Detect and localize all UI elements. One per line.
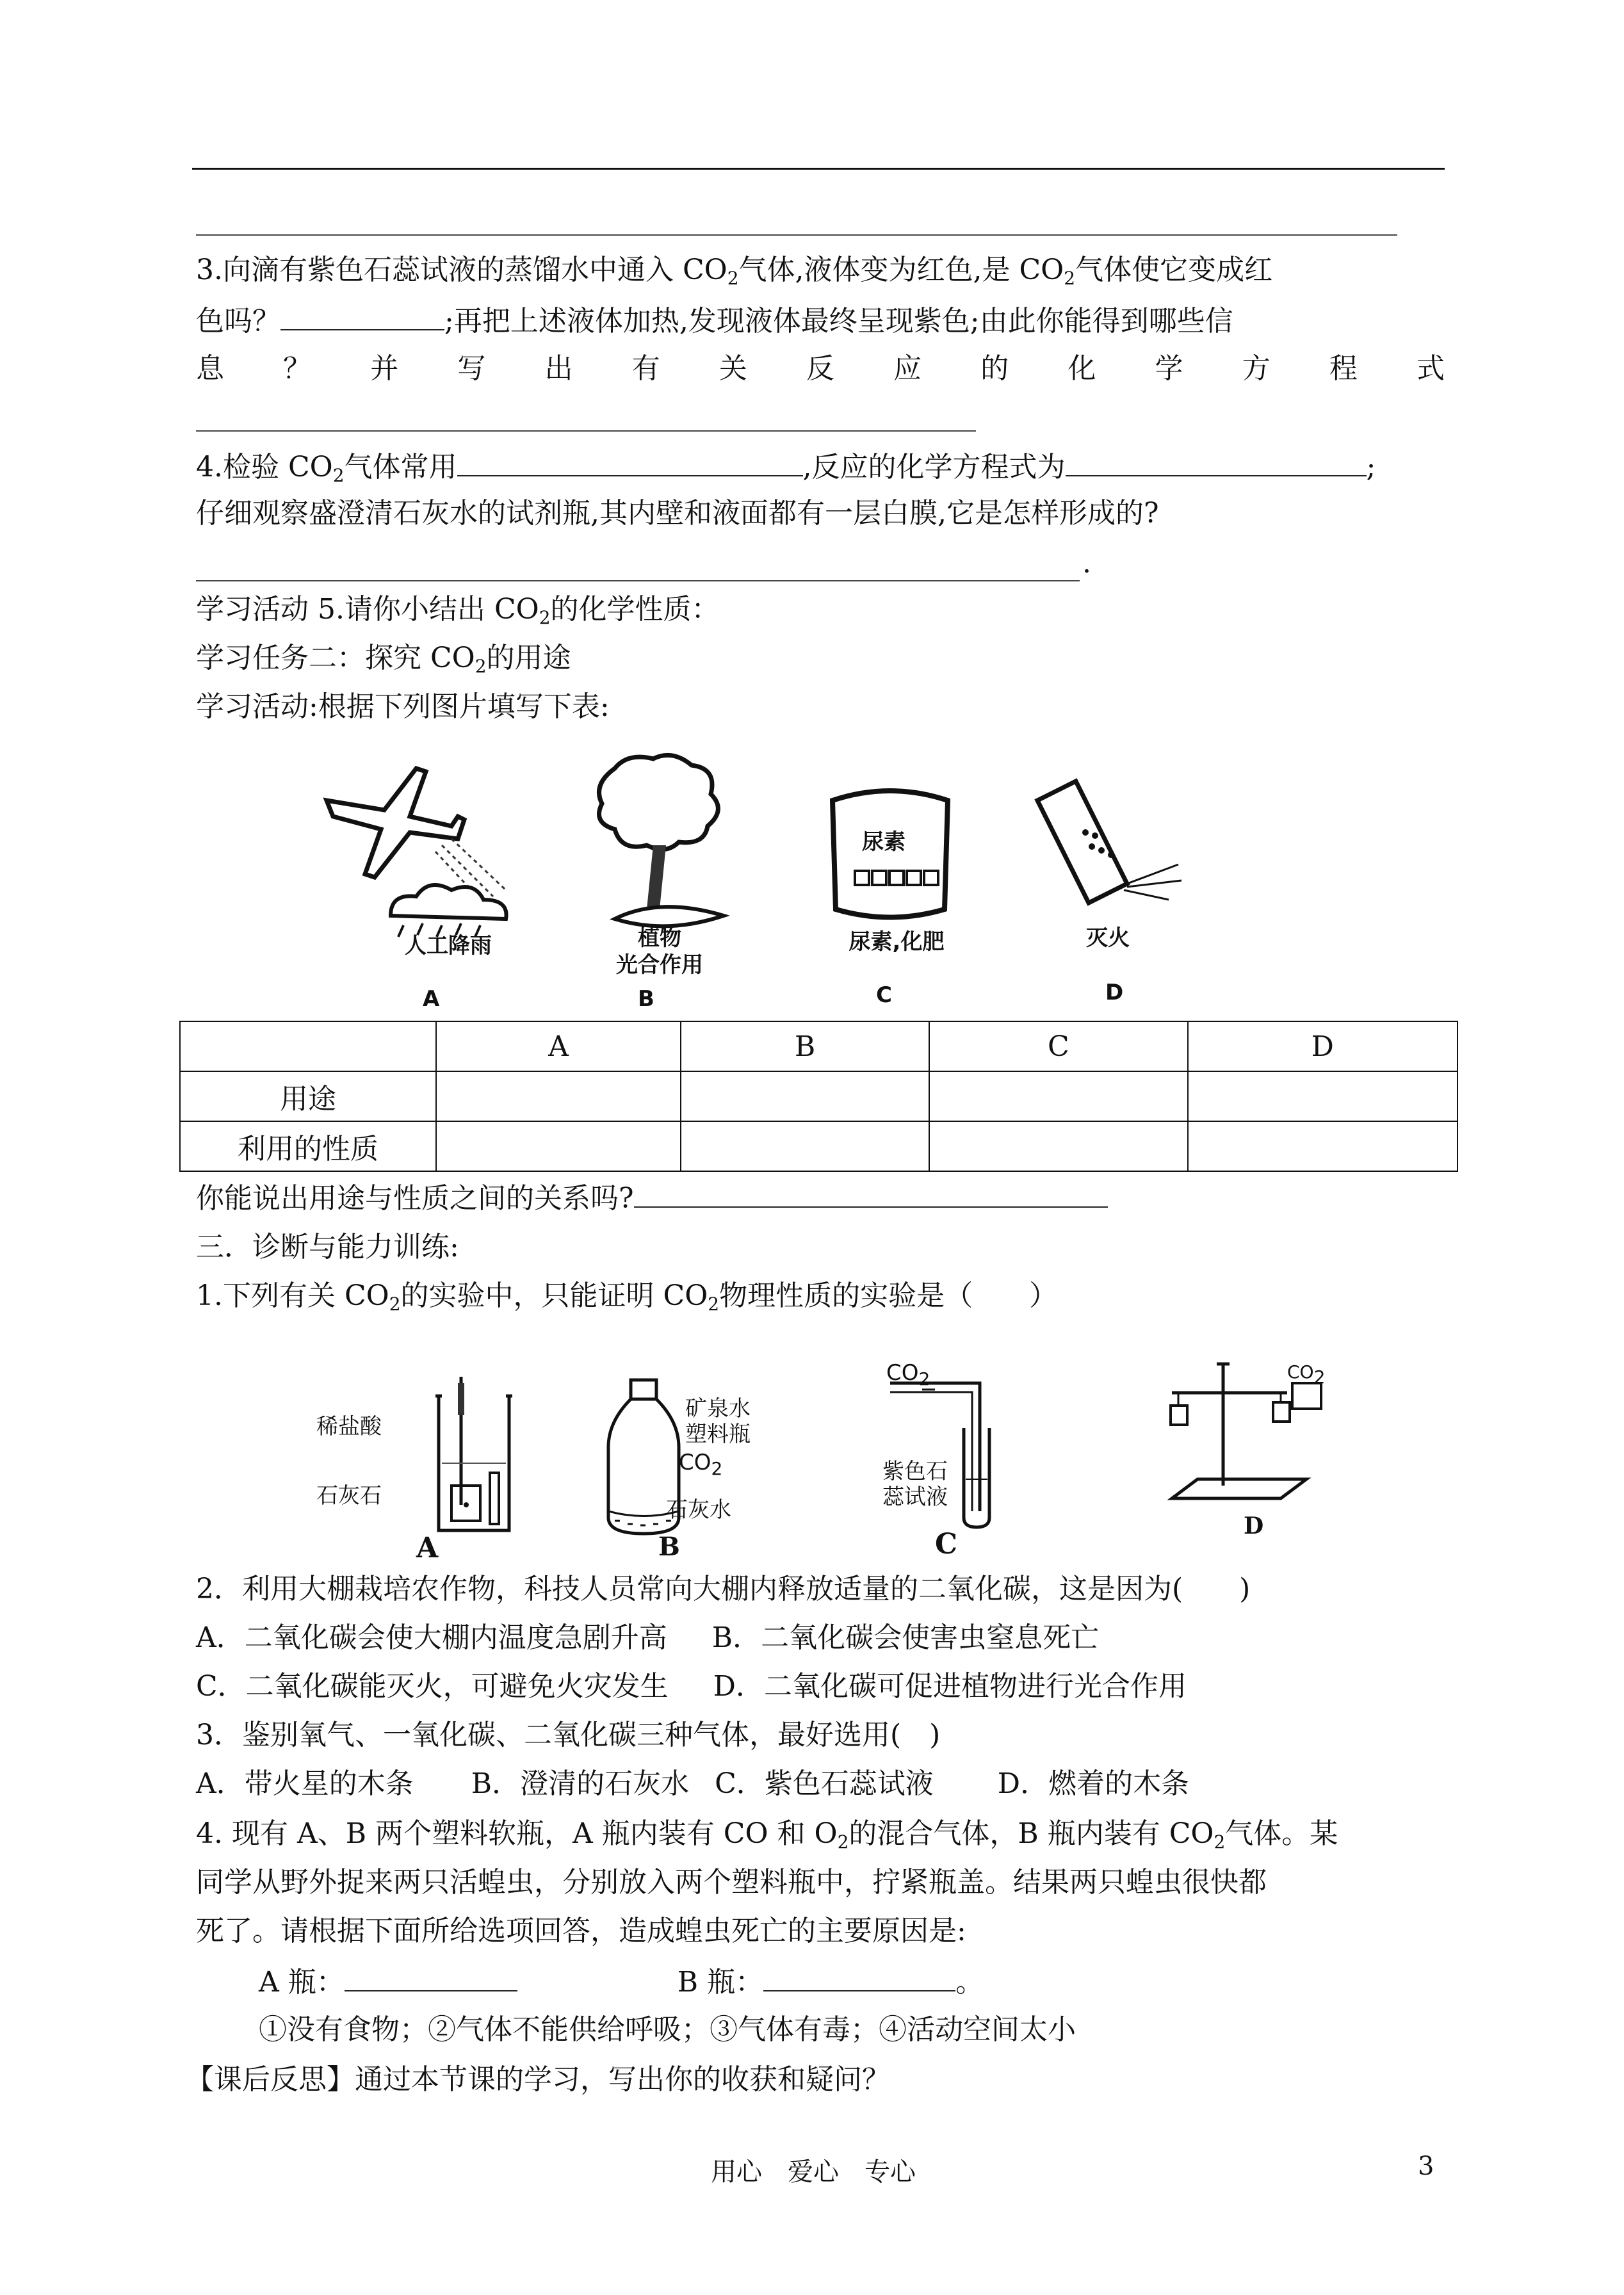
apparatus-a-beaker	[435, 1377, 512, 1537]
activity-5: 学习活动 5.请你小结出 $CO_2$的化学性质：	[196, 593, 720, 628]
q4-line-1: 4.检验 $CO_2$气体常用 ,反应的化学方程式为 ;	[196, 447, 1376, 487]
q3-line-3-char: 反	[806, 352, 834, 385]
table-row	[180, 1071, 1458, 1121]
mc4-line-3: 死了。请根据下面所给选项回答，造成蝗虫死亡的主要原因是:	[196, 1915, 966, 1947]
table-header-cell: C	[929, 1021, 1187, 1071]
bottle-a-blank[interactable]	[345, 1962, 517, 1991]
label-limewater: 石灰水	[666, 1497, 731, 1523]
q3-line-3-char: 式	[1416, 352, 1445, 385]
plane-rain-picture	[314, 756, 544, 961]
q3-line-1: 3.向滴有紫色石蕊试液的蒸馏水中通入 $CO_2$气体,液体变为红色,是 $CO_2$气体使它变成红	[196, 254, 1273, 289]
mc4-options: ①没有食物；②气体不能供给呼吸；③气体有毒；④活动空间太小	[259, 2013, 1076, 2046]
row-label-property: 利用的性质	[180, 1121, 436, 1171]
label-litmus: 紫色石 蕊试液	[882, 1459, 948, 1510]
mc4-line-2: 同学从野外捉来两只活蝗虫，分别放入两个塑料瓶中，拧紧瓶盖。结果两只蝗虫很快都	[196, 1866, 1267, 1899]
bottle-b-blank[interactable]	[763, 1962, 955, 1991]
q3-line-3-char: 的	[980, 352, 1009, 385]
label-co2-b: $CO_2$	[679, 1450, 723, 1479]
q4-line-3-end: .	[1082, 547, 1091, 580]
relation-question: 你能说出用途与性质之间的关系吗?	[196, 1178, 1108, 1218]
table-cell[interactable]	[929, 1071, 1187, 1121]
answer-blank[interactable]	[457, 447, 803, 476]
answer-line-top	[196, 234, 1397, 236]
mc4-answers: A 瓶： B 瓶： 。	[259, 1962, 984, 2002]
table-cell[interactable]	[681, 1121, 929, 1171]
table-row	[180, 1121, 1458, 1171]
q3-line-3-char: 化	[1068, 352, 1096, 385]
mc2-option-a[interactable]: A．二氧化碳会使大棚内温度急剧升高	[196, 1621, 667, 1654]
mc2-option-d[interactable]: D．二氧化碳可促进植物进行光合作用	[713, 1670, 1187, 1703]
table-cell[interactable]	[1188, 1121, 1458, 1171]
table-header-cell: B	[681, 1021, 929, 1071]
label-co2-c: $CO_2$	[886, 1360, 930, 1390]
mc2-option-b[interactable]: B．二氧化碳会使害虫窒息死亡	[711, 1621, 1100, 1654]
picture-b-letter: B	[638, 986, 654, 1012]
apparatus-b-letter: B	[658, 1532, 680, 1562]
q3-line-3-char: ？	[283, 352, 312, 385]
mc1-stem: 1.下列有关 $CO_2$的实验中，只能证明 $CO_2$物理性质的实验是（ ）	[196, 1279, 1058, 1315]
tree-picture	[576, 749, 743, 941]
table-header-cell	[180, 1021, 436, 1071]
mc3-options	[196, 1765, 1189, 1803]
table-cell[interactable]	[436, 1071, 681, 1121]
mc3-option-d[interactable]: D．燃着的木条	[997, 1767, 1190, 1800]
q3-line-3-char: 息	[196, 352, 224, 385]
picture-c-label: 尿素,化肥	[849, 929, 945, 955]
mc3-option-b[interactable]: B．澄清的石灰水	[471, 1767, 690, 1800]
table-cell[interactable]	[929, 1121, 1187, 1171]
q4-line-2: 仔细观察盛澄清石灰水的试剂瓶,其内壁和液面都有一层白膜,它是怎样形成的?	[196, 497, 1159, 530]
activity-fill: 学习活动:根据下列图片填写下表:	[196, 690, 610, 723]
answer-line-q3[interactable]	[196, 430, 976, 432]
header-rule	[192, 168, 1445, 170]
mc2-options-cd	[196, 1667, 1187, 1706]
mc4-line-1: 4. 现有 A、B 两个塑料软瓶，A 瓶内装有 CO 和 $O_2$的混合气体，B 瓶内装有 $CO_2$气体。某	[196, 1817, 1338, 1853]
picture-d-letter: D	[1105, 980, 1124, 1005]
q3-line-3-char: 方	[1242, 352, 1271, 385]
table-cell[interactable]	[681, 1071, 929, 1121]
section-3-heading: 三．诊断与能力训练:	[196, 1231, 459, 1263]
mc2-stem: 2．利用大棚栽培农作物，科技人员常向大棚内释放适量的二氧化碳，这是因为( )	[196, 1573, 1251, 1605]
label-bottle: 矿泉水 塑料瓶	[685, 1396, 751, 1447]
mc2-option-c[interactable]: C．二氧化碳能灭火，可避免火灾发生	[196, 1670, 669, 1703]
q3-line-2: 色吗？ ;再把上述液体加热,发现液体最终呈现紫色;由此你能得到哪些信	[196, 301, 1233, 341]
picture-b-label: 植物 光合作用	[616, 925, 703, 978]
answer-blank[interactable]	[1066, 447, 1367, 476]
page-number: 3	[1418, 2152, 1434, 2181]
mc3-option-a[interactable]: A．带火星的木条	[196, 1767, 414, 1800]
q3-line-3	[196, 350, 1445, 388]
apparatus-d-letter: D	[1244, 1512, 1264, 1539]
apparatus-c-letter: C	[935, 1528, 958, 1561]
row-label-use: 用途	[180, 1071, 436, 1121]
mc3-stem: 3．鉴别氧气、一氧化碳、二氧化碳三种气体，最好选用( )	[196, 1719, 941, 1751]
picture-c-letter: C	[876, 982, 892, 1008]
task-2: 学习任务二：探究 $CO_2$的用途	[196, 642, 571, 677]
q3-line-3-char: 有	[631, 352, 660, 385]
table-cell[interactable]	[1188, 1071, 1458, 1121]
picture-a-letter: A	[423, 986, 440, 1012]
footer-motto: 用心 爱心 专心	[711, 2157, 916, 2187]
apparatus-a-letter: A	[416, 1532, 439, 1564]
label-co2-d: $CO_2$	[1287, 1361, 1326, 1388]
table-header-cell: A	[436, 1021, 681, 1071]
reflection: 【课后反思】通过本节课的学习，写出你的收获和疑问？	[186, 2063, 890, 2096]
q3-line-3-char: 程	[1329, 352, 1358, 385]
table-header-cell: D	[1188, 1021, 1458, 1071]
table-header-row	[180, 1021, 1458, 1071]
picture-d-label: 灭火	[1086, 925, 1130, 951]
answer-line-q4[interactable]	[196, 580, 1080, 581]
q3-line-3-char: 关	[719, 352, 747, 385]
extinguisher-picture	[1025, 775, 1191, 922]
answer-blank[interactable]	[280, 301, 444, 330]
label-dilute-hcl: 稀盐酸	[316, 1414, 382, 1439]
table-cell[interactable]	[436, 1121, 681, 1171]
mc2-options-ab	[196, 1619, 1099, 1657]
q3-line-3-char: 并	[370, 352, 399, 385]
uses-table	[179, 1021, 1458, 1172]
label-limestone: 石灰石	[316, 1483, 382, 1509]
q3-line-3-char: 出	[544, 352, 573, 385]
answer-blank[interactable]	[634, 1178, 1108, 1208]
q3-line-3-char: 学	[1155, 352, 1183, 385]
q3-line-3-char: 应	[893, 352, 922, 385]
picture-a-label: 人工降雨	[405, 933, 492, 959]
q3-line-3-char: 写	[457, 352, 486, 385]
bag-label: 尿素	[862, 829, 905, 855]
mc3-option-c[interactable]: C．紫色石蕊试液	[715, 1767, 934, 1800]
